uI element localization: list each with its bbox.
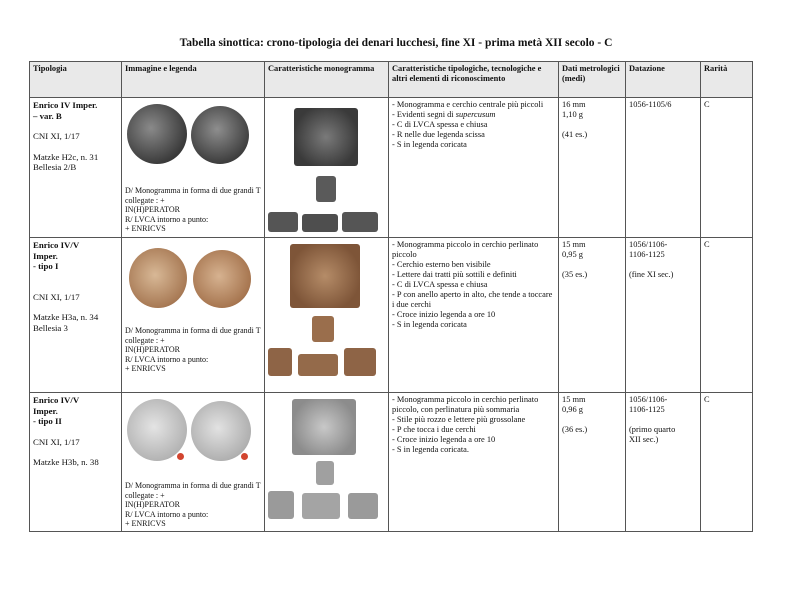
coin-legend: D/ Monogramma in forma di due grandi T collegate : + IN(H)PERATOR R/ LVCA intorno a punto: + ENRICVS (125, 326, 261, 374)
feature-item: - P che tocca i due cerchi (392, 425, 476, 434)
reference: CNI XI, 1/17 (33, 291, 80, 302)
image-legend-cell (122, 238, 265, 393)
weight: 0,95 g (562, 250, 583, 259)
feature-item: - S in legenda coricata (392, 320, 467, 329)
monogram-cell (265, 238, 389, 393)
feature-item: - Lettere dai tratti più sottili e definiti (392, 270, 517, 279)
rarity-cell: C (701, 393, 753, 532)
letter-detail-image (342, 212, 378, 232)
letter-detail-image (348, 493, 378, 519)
reference: Matzke H2c, n. 31 (33, 151, 99, 162)
reference: Matzke H3a, n. 34 (33, 312, 99, 322)
header-monogramma: Caratteristiche monogramma (265, 62, 389, 98)
feature-item: - Monogramma piccolo in cerchio perlinato piccolo (392, 240, 539, 259)
header-dati: Dati metrologici (medi) (559, 62, 626, 98)
header-datazione: Datazione (626, 62, 701, 98)
header-immagine: Immagine e legenda (122, 62, 265, 98)
monogram-detail-image (316, 176, 336, 202)
feature-item: - Stile più rozzo e lettere più grossolane (392, 415, 526, 424)
features-cell (389, 238, 559, 393)
coin-reverse-image (191, 106, 249, 164)
synoptic-table (29, 61, 753, 532)
feature-item: - P con anello aperto in alto, che tende a toccare i due cerchi (392, 290, 553, 309)
feature-item: - S in legenda coricata (392, 140, 467, 149)
coin-obverse-image (127, 399, 187, 461)
tipologia-cell (30, 98, 122, 238)
dating-note: (fine XI sec.) (629, 270, 674, 279)
metrics-cell (559, 393, 626, 532)
header-tipologia: Tipologia (30, 62, 122, 98)
type-name: Enrico IV/V Imper. - tipo II (33, 395, 80, 426)
stamp-icon (241, 453, 248, 460)
feature-item: - Croce inizio legenda a ore 10 (392, 435, 496, 444)
metrics-cell (559, 98, 626, 238)
weight: 1,10 g (562, 110, 583, 119)
specimen-count: (36 es.) (562, 425, 588, 434)
reference: CNI XI, 1/17 (33, 131, 80, 141)
feature-item: - C di LVCA spessa e chiusa (392, 280, 488, 289)
monogram-cell (265, 393, 389, 532)
coin-obverse-image (127, 104, 187, 164)
diameter: 16 mm (562, 100, 586, 109)
reference: CNI XI, 1/17 (33, 436, 80, 447)
feature-item: - Evidenti segni di supercusum (392, 110, 496, 119)
letter-detail-image (268, 212, 298, 232)
coin-legend: D/ Monogramma in forma di due grandi T collegate : + IN(H)PERATOR R/ LVCA intorno a punto: + ENRICVS (125, 186, 261, 234)
rarity-cell: C (701, 98, 753, 238)
monogram-detail-image (312, 316, 334, 342)
image-legend-cell (122, 393, 265, 532)
dating-range: 1056/1106- 1106-1125 (629, 240, 668, 259)
header-caratteristiche: Caratteristiche tipologiche, tecnologiche e altri elementi di riconoscimento (389, 62, 559, 98)
table-row (30, 238, 753, 393)
dating-cell (626, 393, 701, 532)
table-row (30, 98, 753, 238)
diameter: 15 mm (562, 240, 586, 249)
letter-detail-image (298, 354, 338, 376)
tipologia-cell (30, 238, 122, 393)
coin-obverse-image (129, 248, 187, 308)
table-row (30, 393, 753, 532)
dating-range: 1056/1106- 1106-1125 (629, 395, 668, 414)
rarity-cell: C (701, 238, 753, 393)
monogram-image (292, 399, 356, 455)
letter-detail-image (302, 493, 340, 519)
monogram-detail-image (316, 461, 334, 485)
feature-item: - Monogramma piccolo in cerchio perlinato piccolo, con perlinatura più sommaria (392, 395, 539, 414)
dating-cell (626, 238, 701, 393)
features-cell (389, 393, 559, 532)
dating-cell (626, 98, 701, 238)
specimen-count: (41 es.) (562, 130, 588, 139)
weight: 0,96 g (562, 405, 583, 414)
diameter: 15 mm (562, 395, 586, 404)
coin-reverse-image (191, 401, 251, 461)
header-rarita: Rarità (701, 62, 753, 98)
specimen-count: (35 es.) (562, 270, 588, 279)
tipologia-cell (30, 393, 122, 532)
monogram-image (294, 108, 358, 166)
feature-item: - Cerchio esterno ben visibile (392, 260, 491, 269)
feature-item: - Monogramma e cerchio centrale più piccoli (392, 100, 544, 109)
reference: Bellesia 3 (33, 322, 68, 333)
feature-item: - C di LVCA spessa e chiusa (392, 120, 488, 129)
feature-item: - R nelle due legenda scissa (392, 130, 485, 139)
coin-reverse-image (193, 250, 251, 308)
features-cell (389, 98, 559, 238)
monogram-image (290, 244, 360, 308)
letter-detail-image (268, 348, 292, 376)
image-legend-cell (122, 98, 265, 238)
letter-detail-image (344, 348, 376, 376)
reference: Bellesia 2/B (33, 162, 77, 172)
metrics-cell (559, 238, 626, 393)
letter-detail-image (268, 491, 294, 519)
reference: Matzke H3b, n. 38 (33, 457, 99, 467)
dating-range: 1056-1105/6 (629, 100, 672, 109)
feature-item: - Croce inizio legenda a ore 10 (392, 310, 496, 319)
type-name: Enrico IV Imper. – var. B (33, 100, 98, 121)
table-header-row (30, 62, 753, 98)
monogram-cell (265, 98, 389, 238)
feature-item: - S in legenda coricata. (392, 445, 469, 454)
page-title: Tabella sinottica: crono-tipologia dei denari lucchesi, fine XI - prima metà XII secolo - C (179, 37, 613, 49)
type-name: Enrico IV/V Imper. - tipo I (33, 240, 80, 271)
letter-detail-image (302, 214, 338, 232)
coin-legend: D/ Monogramma in forma di due grandi T collegate : + IN(H)PERATOR R/ LVCA intorno a punto: + ENRICVS (125, 481, 261, 529)
dating-note: (primo quarto XII sec.) (629, 425, 676, 444)
stamp-icon (177, 453, 184, 460)
